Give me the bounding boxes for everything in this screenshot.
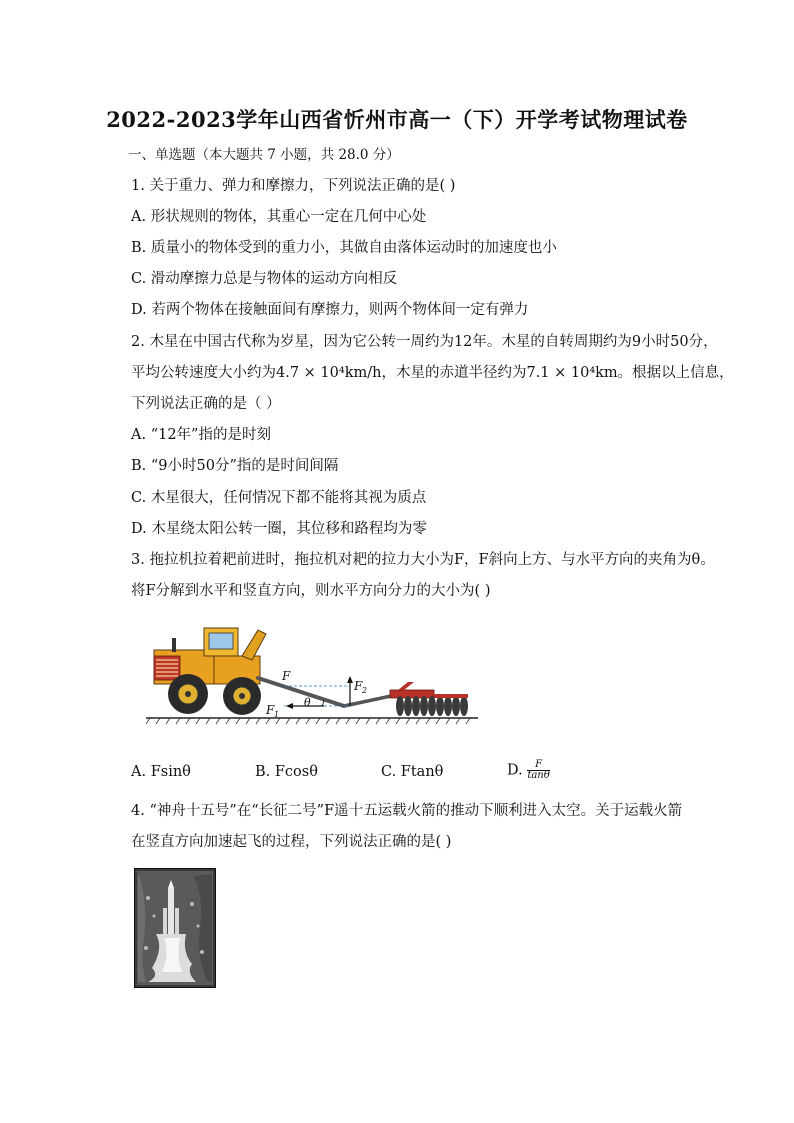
q3-option-d-denominator: tanθ [527, 770, 550, 781]
q2-stem-line3: 下列说法正确的是（ ） [131, 396, 281, 412]
q1-option-a: A. 形状规则的物体，其重心一定在几何中心处 [131, 209, 427, 225]
page-title: 2022-2023学年山西省忻州市高一（下）开学考试物理试卷 [106, 107, 688, 132]
q3-option-d-fraction [527, 760, 549, 781]
q3-option-a: A. Fsinθ [131, 764, 191, 780]
q1-stem: 1. 关于重力、弹力和摩擦力，下列说法正确的是( ) [131, 178, 456, 194]
q2-option-c: C. 木星很大，任何情况下都不能将其视为质点 [131, 490, 427, 506]
q3-option-d [507, 760, 550, 781]
harrow [390, 682, 468, 716]
label-f1-subscript: 1 [274, 710, 280, 719]
label-f2: F [354, 679, 363, 693]
q2-option-b: B. “9小时50分”指的是时间间隔 [131, 458, 339, 474]
rocket-launch-photo [134, 868, 216, 988]
q1-option-d: D. 若两个物体在接触面间有摩擦力，则两个物体间一定有弹力 [131, 302, 529, 318]
q4-stem-line1: 4. “神舟十五号”在“长征二号”F遥十五运载火箭的推动下顺利进入太空。关于运载火箭 [131, 803, 683, 819]
q2-stem-line1: 2. 木星在中国古代称为岁星，因为它公转一周约为12年。木星的自转周期约为9小时50分， [131, 334, 718, 350]
q3-stem-line1: 3. 拖拉机拉着耙前进时，拖拉机对耙的拉力大小为F，F斜向上方、与水平方向的夹角为θ。 [131, 552, 715, 568]
tractor [154, 628, 266, 715]
q3-option-b: B. Fcosθ [255, 764, 318, 780]
label-f2-subscript: 2 [362, 686, 368, 695]
q2-stem-line2: 平均公转速度大小约为4.7 × 10⁴km/h，木星的赤道半径约为7.1 × 10⁴km。根据以上信息， [131, 365, 734, 381]
label-f1: F [266, 703, 275, 717]
q3-stem-line2: 将F分解到水平和竖直方向，则水平方向分力的大小为( ) [131, 583, 491, 599]
q3-options [131, 759, 591, 786]
label-f: F [282, 669, 291, 683]
tractor-harrow-figure [146, 620, 478, 728]
section-heading: 一、单选题（本大题共 7 小题，共 28.0 分） [128, 147, 400, 163]
label-theta: θ [304, 696, 311, 709]
q3-option-c: C. Ftanθ [381, 764, 444, 780]
q1-option-c: C. 滑动摩擦力总是与物体的运动方向相反 [131, 271, 398, 287]
q1-option-b: B. 质量小的物体受到的重力小，其做自由落体运动时的加速度也小 [131, 240, 557, 256]
q2-option-d: D. 木星绕太阳公转一圈，其位移和路程均为零 [131, 521, 427, 537]
q4-stem-line2: 在竖直方向加速起飞的过程，下列说法正确的是( ) [131, 834, 452, 850]
q3-option-d-numerator: F [527, 760, 549, 771]
q3-option-d-prefix: D. [507, 762, 523, 779]
q2-option-a: A. “12年”指的是时刻 [131, 427, 271, 443]
